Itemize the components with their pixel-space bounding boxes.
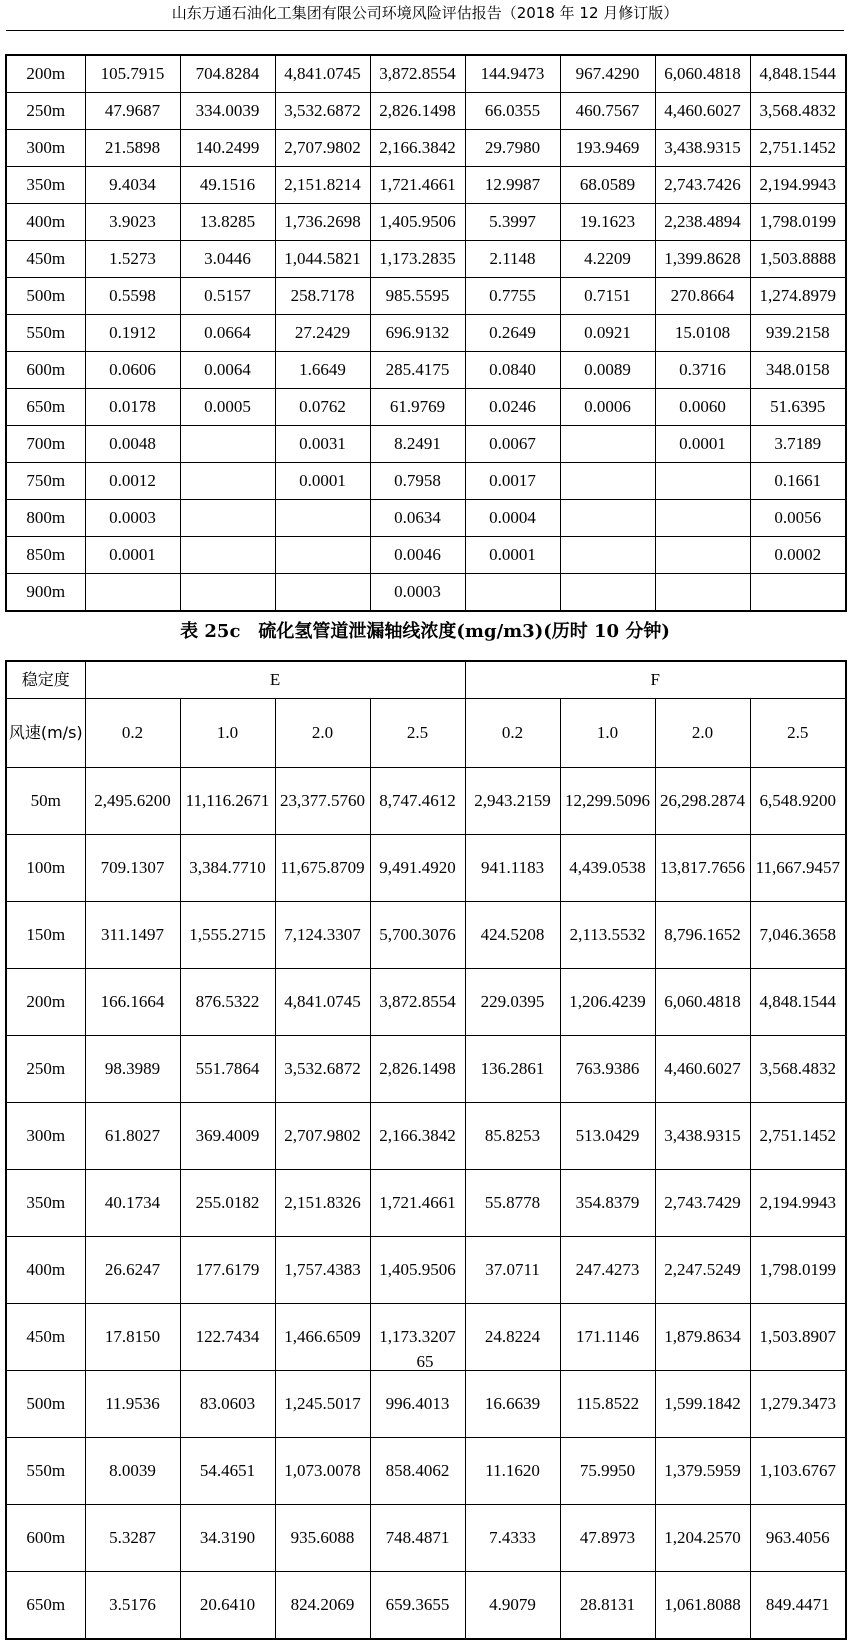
concentration-cell — [560, 426, 655, 463]
concentration-cell: 1,173.3207 — [370, 1304, 465, 1371]
concentration-cell: 311.1497 — [85, 902, 180, 969]
concentration-table-25c — [5, 660, 847, 1640]
concentration-cell: 47.8973 — [560, 1505, 655, 1572]
table-row — [6, 1505, 846, 1572]
concentration-cell — [180, 500, 275, 537]
concentration-cell: 0.0178 — [85, 389, 180, 426]
concentration-cell: 1,555.2715 — [180, 902, 275, 969]
concentration-cell: 61.9769 — [370, 389, 465, 426]
concentration-cell: 26.6247 — [85, 1237, 180, 1304]
concentration-cell: 2,743.7426 — [655, 167, 750, 204]
table-row — [6, 1371, 846, 1438]
concentration-cell: 61.8027 — [85, 1103, 180, 1170]
concentration-cell: 27.2429 — [275, 315, 370, 352]
concentration-cell: 0.7958 — [370, 463, 465, 500]
distance-cell: 300m — [6, 1103, 85, 1170]
distance-cell: 350m — [6, 167, 85, 204]
concentration-cell: 0.0001 — [85, 537, 180, 574]
distance-cell: 300m — [6, 130, 85, 167]
concentration-cell: 0.1912 — [85, 315, 180, 352]
distance-cell: 850m — [6, 537, 85, 574]
concentration-cell: 3,532.6872 — [275, 1036, 370, 1103]
concentration-cell: 83.0603 — [180, 1371, 275, 1438]
concentration-cell: 1,073.0078 — [275, 1438, 370, 1505]
concentration-cell: 334.0039 — [180, 93, 275, 130]
concentration-cell: 11,116.2671 — [180, 768, 275, 835]
table-row — [6, 167, 846, 204]
concentration-cell: 0.0004 — [465, 500, 560, 537]
concentration-cell: 47.9687 — [85, 93, 180, 130]
concentration-cell — [655, 574, 750, 612]
concentration-cell: 0.5157 — [180, 278, 275, 315]
concentration-cell — [655, 463, 750, 500]
concentration-cell: 1,245.5017 — [275, 1371, 370, 1438]
concentration-cell: 8,747.4612 — [370, 768, 465, 835]
table-row — [6, 1438, 846, 1505]
table-row — [6, 130, 846, 167]
concentration-cell: 369.4009 — [180, 1103, 275, 1170]
concentration-cell — [180, 574, 275, 612]
concentration-cell: 193.9469 — [560, 130, 655, 167]
speed-header: 2.0 — [275, 699, 370, 768]
concentration-cell: 858.4062 — [370, 1438, 465, 1505]
distance-cell: 400m — [6, 204, 85, 241]
concentration-cell: 285.4175 — [370, 352, 465, 389]
concentration-cell — [560, 574, 655, 612]
speed-header: 2.0 — [655, 699, 750, 768]
distance-cell: 450m — [6, 241, 85, 278]
concentration-cell: 122.7434 — [180, 1304, 275, 1371]
distance-cell: 250m — [6, 93, 85, 130]
concentration-cell: 2,743.7429 — [655, 1170, 750, 1237]
concentration-cell: 3.5176 — [85, 1572, 180, 1640]
concentration-cell: 4,439.0538 — [560, 835, 655, 902]
concentration-cell: 1,757.4383 — [275, 1237, 370, 1304]
concentration-cell: 0.0001 — [465, 537, 560, 574]
distance-cell: 650m — [6, 1572, 85, 1640]
concentration-cell: 0.7151 — [560, 278, 655, 315]
concentration-cell: 51.6395 — [750, 389, 846, 426]
distance-cell: 150m — [6, 902, 85, 969]
concentration-cell — [560, 537, 655, 574]
concentration-cell: 17.8150 — [85, 1304, 180, 1371]
concentration-cell: 11.1620 — [465, 1438, 560, 1505]
concentration-cell: 26,298.2874 — [655, 768, 750, 835]
concentration-cell: 1,204.2570 — [655, 1505, 750, 1572]
concentration-cell: 166.1664 — [85, 969, 180, 1036]
concentration-cell: 2,495.6200 — [85, 768, 180, 835]
concentration-cell: 2,751.1452 — [750, 1103, 846, 1170]
concentration-cell: 8.0039 — [85, 1438, 180, 1505]
concentration-cell: 0.0002 — [750, 537, 846, 574]
distance-cell: 650m — [6, 389, 85, 426]
concentration-cell: 68.0589 — [560, 167, 655, 204]
concentration-cell: 963.4056 — [750, 1505, 846, 1572]
concentration-cell: 6,548.9200 — [750, 768, 846, 835]
concentration-cell: 3,384.7710 — [180, 835, 275, 902]
concentration-cell: 15.0108 — [655, 315, 750, 352]
distance-cell: 100m — [6, 835, 85, 902]
distance-cell: 550m — [6, 315, 85, 352]
concentration-cell — [655, 537, 750, 574]
concentration-cell: 3,438.9315 — [655, 130, 750, 167]
concentration-cell: 1,405.9506 — [370, 1237, 465, 1304]
concentration-cell: 11.9536 — [85, 1371, 180, 1438]
concentration-cell: 3,568.4832 — [750, 1036, 846, 1103]
concentration-cell: 0.0060 — [655, 389, 750, 426]
concentration-cell: 29.7980 — [465, 130, 560, 167]
concentration-cell: 1,736.2698 — [275, 204, 370, 241]
concentration-cell — [560, 463, 655, 500]
concentration-cell: 4,841.0745 — [275, 55, 370, 93]
concentration-cell — [275, 500, 370, 537]
concentration-cell: 177.6179 — [180, 1237, 275, 1304]
concentration-cell: 2,826.1498 — [370, 93, 465, 130]
concentration-cell: 9,491.4920 — [370, 835, 465, 902]
distance-cell: 600m — [6, 352, 85, 389]
concentration-cell: 20.6410 — [180, 1572, 275, 1640]
distance-cell: 250m — [6, 1036, 85, 1103]
concentration-cell: 4.2209 — [560, 241, 655, 278]
table-row — [6, 1170, 846, 1237]
concentration-cell: 66.0355 — [465, 93, 560, 130]
table-row — [6, 500, 846, 537]
distance-cell: 50m — [6, 768, 85, 835]
concentration-cell: 967.4290 — [560, 55, 655, 93]
distance-cell: 800m — [6, 500, 85, 537]
table-row — [6, 463, 846, 500]
speed-header: 2.5 — [370, 699, 465, 768]
concentration-cell — [275, 537, 370, 574]
header-row-stability — [6, 661, 846, 699]
concentration-cell: 824.2069 — [275, 1572, 370, 1640]
distance-cell: 700m — [6, 426, 85, 463]
speed-header: 2.5 — [750, 699, 846, 768]
concentration-cell: 0.0031 — [275, 426, 370, 463]
concentration-cell: 255.0182 — [180, 1170, 275, 1237]
table-row — [6, 389, 846, 426]
concentration-cell: 105.7915 — [85, 55, 180, 93]
table-row — [6, 241, 846, 278]
concentration-cell: 2,247.5249 — [655, 1237, 750, 1304]
distance-cell: 500m — [6, 278, 85, 315]
concentration-cell: 0.0762 — [275, 389, 370, 426]
concentration-cell: 0.0046 — [370, 537, 465, 574]
concentration-cell: 247.4273 — [560, 1237, 655, 1304]
concentration-cell: 2.1148 — [465, 241, 560, 278]
concentration-cell: 0.5598 — [85, 278, 180, 315]
concentration-cell: 0.0003 — [370, 574, 465, 612]
concentration-cell — [560, 500, 655, 537]
stability-class-f: F — [465, 661, 846, 699]
concentration-cell: 763.9386 — [560, 1036, 655, 1103]
header-rule — [6, 30, 844, 31]
table-row — [6, 574, 846, 612]
concentration-cell: 9.4034 — [85, 167, 180, 204]
concentration-table-continued — [5, 54, 847, 612]
concentration-cell: 876.5322 — [180, 969, 275, 1036]
concentration-cell: 1,879.8634 — [655, 1304, 750, 1371]
concentration-cell: 6,060.4818 — [655, 969, 750, 1036]
concentration-cell: 0.0921 — [560, 315, 655, 352]
concentration-cell: 2,238.4894 — [655, 204, 750, 241]
distance-cell: 200m — [6, 969, 85, 1036]
concentration-cell: 171.1146 — [560, 1304, 655, 1371]
concentration-cell: 460.7567 — [560, 93, 655, 130]
concentration-cell: 19.1623 — [560, 204, 655, 241]
table-row — [6, 55, 846, 93]
concentration-cell: 935.6088 — [275, 1505, 370, 1572]
concentration-cell: 270.8664 — [655, 278, 750, 315]
concentration-cell: 3.0446 — [180, 241, 275, 278]
concentration-cell: 3,438.9315 — [655, 1103, 750, 1170]
concentration-cell: 0.0056 — [750, 500, 846, 537]
wind-speed-label: 风速(m/s) — [6, 699, 85, 768]
concentration-cell: 941.1183 — [465, 835, 560, 902]
concentration-cell: 12.9987 — [465, 167, 560, 204]
distance-cell: 900m — [6, 574, 85, 612]
concentration-cell: 13.8285 — [180, 204, 275, 241]
concentration-cell: 0.0001 — [275, 463, 370, 500]
concentration-cell: 5.3997 — [465, 204, 560, 241]
table-row — [6, 1036, 846, 1103]
concentration-cell: 8.2491 — [370, 426, 465, 463]
concentration-cell — [180, 463, 275, 500]
concentration-cell: 3,532.6872 — [275, 93, 370, 130]
concentration-cell: 709.1307 — [85, 835, 180, 902]
concentration-cell: 28.8131 — [560, 1572, 655, 1640]
concentration-cell: 939.2158 — [750, 315, 846, 352]
table-row — [6, 902, 846, 969]
table-row — [6, 204, 846, 241]
concentration-cell: 1,379.5959 — [655, 1438, 750, 1505]
concentration-cell: 985.5595 — [370, 278, 465, 315]
concentration-cell: 1,044.5821 — [275, 241, 370, 278]
concentration-cell: 0.0067 — [465, 426, 560, 463]
concentration-cell: 1,103.6767 — [750, 1438, 846, 1505]
concentration-cell: 2,194.9943 — [750, 167, 846, 204]
concentration-cell: 4.9079 — [465, 1572, 560, 1640]
concentration-cell: 49.1516 — [180, 167, 275, 204]
concentration-cell: 4,848.1544 — [750, 969, 846, 1036]
concentration-cell: 1.6649 — [275, 352, 370, 389]
concentration-cell: 54.4651 — [180, 1438, 275, 1505]
concentration-cell: 3.9023 — [85, 204, 180, 241]
concentration-cell: 0.7755 — [465, 278, 560, 315]
concentration-cell: 0.0006 — [560, 389, 655, 426]
concentration-cell: 0.0017 — [465, 463, 560, 500]
concentration-cell: 3,568.4832 — [750, 93, 846, 130]
concentration-cell: 2,826.1498 — [370, 1036, 465, 1103]
table-row — [6, 768, 846, 835]
concentration-cell: 1,599.1842 — [655, 1371, 750, 1438]
table-row — [6, 969, 846, 1036]
concentration-cell: 0.0664 — [180, 315, 275, 352]
concentration-cell: 0.0003 — [85, 500, 180, 537]
concentration-cell: 5.3287 — [85, 1505, 180, 1572]
concentration-cell: 136.2861 — [465, 1036, 560, 1103]
concentration-cell: 8,796.1652 — [655, 902, 750, 969]
distance-cell: 200m — [6, 55, 85, 93]
concentration-cell: 3,872.8554 — [370, 55, 465, 93]
concentration-cell: 98.3989 — [85, 1036, 180, 1103]
speed-header: 0.2 — [465, 699, 560, 768]
concentration-cell — [85, 574, 180, 612]
concentration-cell: 1,721.4661 — [370, 167, 465, 204]
table-row — [6, 352, 846, 389]
concentration-cell: 1,173.2835 — [370, 241, 465, 278]
concentration-cell: 2,707.9802 — [275, 130, 370, 167]
table-row — [6, 278, 846, 315]
concentration-cell — [180, 537, 275, 574]
table-row — [6, 1103, 846, 1170]
speed-header: 0.2 — [85, 699, 180, 768]
concentration-cell: 0.0012 — [85, 463, 180, 500]
concentration-cell: 2,751.1452 — [750, 130, 846, 167]
concentration-cell: 2,166.3842 — [370, 1103, 465, 1170]
table-row — [6, 835, 846, 902]
table-row — [6, 1572, 846, 1640]
concentration-cell — [655, 500, 750, 537]
concentration-cell: 0.0048 — [85, 426, 180, 463]
table-row — [6, 1237, 846, 1304]
concentration-cell: 4,460.6027 — [655, 93, 750, 130]
speed-header: 1.0 — [560, 699, 655, 768]
concentration-cell: 0.2649 — [465, 315, 560, 352]
concentration-cell: 1,279.3473 — [750, 1371, 846, 1438]
table-row — [6, 537, 846, 574]
concentration-cell: 0.0064 — [180, 352, 275, 389]
concentration-cell — [275, 574, 370, 612]
concentration-cell: 513.0429 — [560, 1103, 655, 1170]
concentration-cell: 1,405.9506 — [370, 204, 465, 241]
concentration-cell: 2,151.8214 — [275, 167, 370, 204]
concentration-cell: 2,194.9943 — [750, 1170, 846, 1237]
concentration-cell: 4,848.1544 — [750, 55, 846, 93]
stability-label: 稳定度 — [6, 661, 85, 699]
speed-header: 1.0 — [180, 699, 275, 768]
concentration-cell: 0.3716 — [655, 352, 750, 389]
concentration-cell: 2,943.2159 — [465, 768, 560, 835]
concentration-cell: 3,872.8554 — [370, 969, 465, 1036]
concentration-cell: 34.3190 — [180, 1505, 275, 1572]
concentration-cell — [465, 574, 560, 612]
concentration-cell: 4,460.6027 — [655, 1036, 750, 1103]
concentration-cell: 13,817.7656 — [655, 835, 750, 902]
header-row-wind-speed — [6, 699, 846, 768]
concentration-cell: 258.7178 — [275, 278, 370, 315]
concentration-cell: 12,299.5096 — [560, 768, 655, 835]
concentration-cell: 2,113.5532 — [560, 902, 655, 969]
concentration-cell: 0.0606 — [85, 352, 180, 389]
table-caption: 表 25c 硫化氢管道泄漏轴线浓度(mg/m3)(历时 10 分钟) — [180, 621, 670, 642]
concentration-cell: 3.7189 — [750, 426, 846, 463]
concentration-cell: 5,700.3076 — [370, 902, 465, 969]
concentration-cell: 551.7864 — [180, 1036, 275, 1103]
concentration-cell: 1.5273 — [85, 241, 180, 278]
concentration-cell: 0.0001 — [655, 426, 750, 463]
concentration-cell: 24.8224 — [465, 1304, 560, 1371]
concentration-cell: 748.4871 — [370, 1505, 465, 1572]
concentration-cell: 1,061.8088 — [655, 1572, 750, 1640]
concentration-cell: 85.8253 — [465, 1103, 560, 1170]
concentration-cell: 348.0158 — [750, 352, 846, 389]
page-number: 65 — [416, 1352, 434, 1371]
concentration-cell: 7,046.3658 — [750, 902, 846, 969]
concentration-cell: 696.9132 — [370, 315, 465, 352]
concentration-cell: 0.0840 — [465, 352, 560, 389]
distance-cell: 750m — [6, 463, 85, 500]
distance-cell: 350m — [6, 1170, 85, 1237]
concentration-cell: 140.2499 — [180, 130, 275, 167]
concentration-cell: 2,151.8326 — [275, 1170, 370, 1237]
concentration-cell: 23,377.5760 — [275, 768, 370, 835]
concentration-cell: 115.8522 — [560, 1371, 655, 1438]
concentration-cell: 0.0005 — [180, 389, 275, 426]
concentration-cell: 424.5208 — [465, 902, 560, 969]
concentration-cell: 75.9950 — [560, 1438, 655, 1505]
concentration-cell: 55.8778 — [465, 1170, 560, 1237]
concentration-cell: 1,503.8888 — [750, 241, 846, 278]
stability-class-e: E — [85, 661, 465, 699]
concentration-cell — [180, 426, 275, 463]
table-row — [6, 315, 846, 352]
concentration-cell: 1,466.6509 — [275, 1304, 370, 1371]
table-row — [6, 93, 846, 130]
concentration-cell: 0.0246 — [465, 389, 560, 426]
concentration-cell: 11,675.8709 — [275, 835, 370, 902]
concentration-cell: 0.0634 — [370, 500, 465, 537]
distance-cell: 400m — [6, 1237, 85, 1304]
concentration-cell: 2,707.9802 — [275, 1103, 370, 1170]
concentration-cell: 1,206.4239 — [560, 969, 655, 1036]
concentration-cell: 21.5898 — [85, 130, 180, 167]
distance-cell: 600m — [6, 1505, 85, 1572]
concentration-cell: 1,798.0199 — [750, 204, 846, 241]
distance-cell: 550m — [6, 1438, 85, 1505]
table-row — [6, 426, 846, 463]
concentration-cell: 16.6639 — [465, 1371, 560, 1438]
concentration-cell: 0.0089 — [560, 352, 655, 389]
concentration-cell: 6,060.4818 — [655, 55, 750, 93]
concentration-cell: 7.4333 — [465, 1505, 560, 1572]
concentration-cell: 1,399.8628 — [655, 241, 750, 278]
concentration-cell: 40.1734 — [85, 1170, 180, 1237]
concentration-cell: 1,721.4661 — [370, 1170, 465, 1237]
concentration-cell: 1,274.8979 — [750, 278, 846, 315]
concentration-cell: 229.0395 — [465, 969, 560, 1036]
concentration-cell: 1,798.0199 — [750, 1237, 846, 1304]
distance-cell: 500m — [6, 1371, 85, 1438]
concentration-cell: 0.1661 — [750, 463, 846, 500]
concentration-cell: 659.3655 — [370, 1572, 465, 1640]
concentration-cell: 996.4013 — [370, 1371, 465, 1438]
concentration-cell — [750, 574, 846, 612]
concentration-cell: 37.0711 — [465, 1237, 560, 1304]
concentration-cell: 2,166.3842 — [370, 130, 465, 167]
concentration-cell: 354.8379 — [560, 1170, 655, 1237]
concentration-cell: 704.8284 — [180, 55, 275, 93]
concentration-cell: 144.9473 — [465, 55, 560, 93]
concentration-cell: 7,124.3307 — [275, 902, 370, 969]
page-header-title: 山东万通石油化工集团有限公司环境风险评估报告（2018 年 12 月修订版） — [171, 4, 679, 22]
concentration-cell: 849.4471 — [750, 1572, 846, 1640]
concentration-cell: 11,667.9457 — [750, 835, 846, 902]
concentration-cell: 4,841.0745 — [275, 969, 370, 1036]
concentration-cell: 1,503.8907 — [750, 1304, 846, 1371]
distance-cell: 450m — [6, 1304, 85, 1371]
